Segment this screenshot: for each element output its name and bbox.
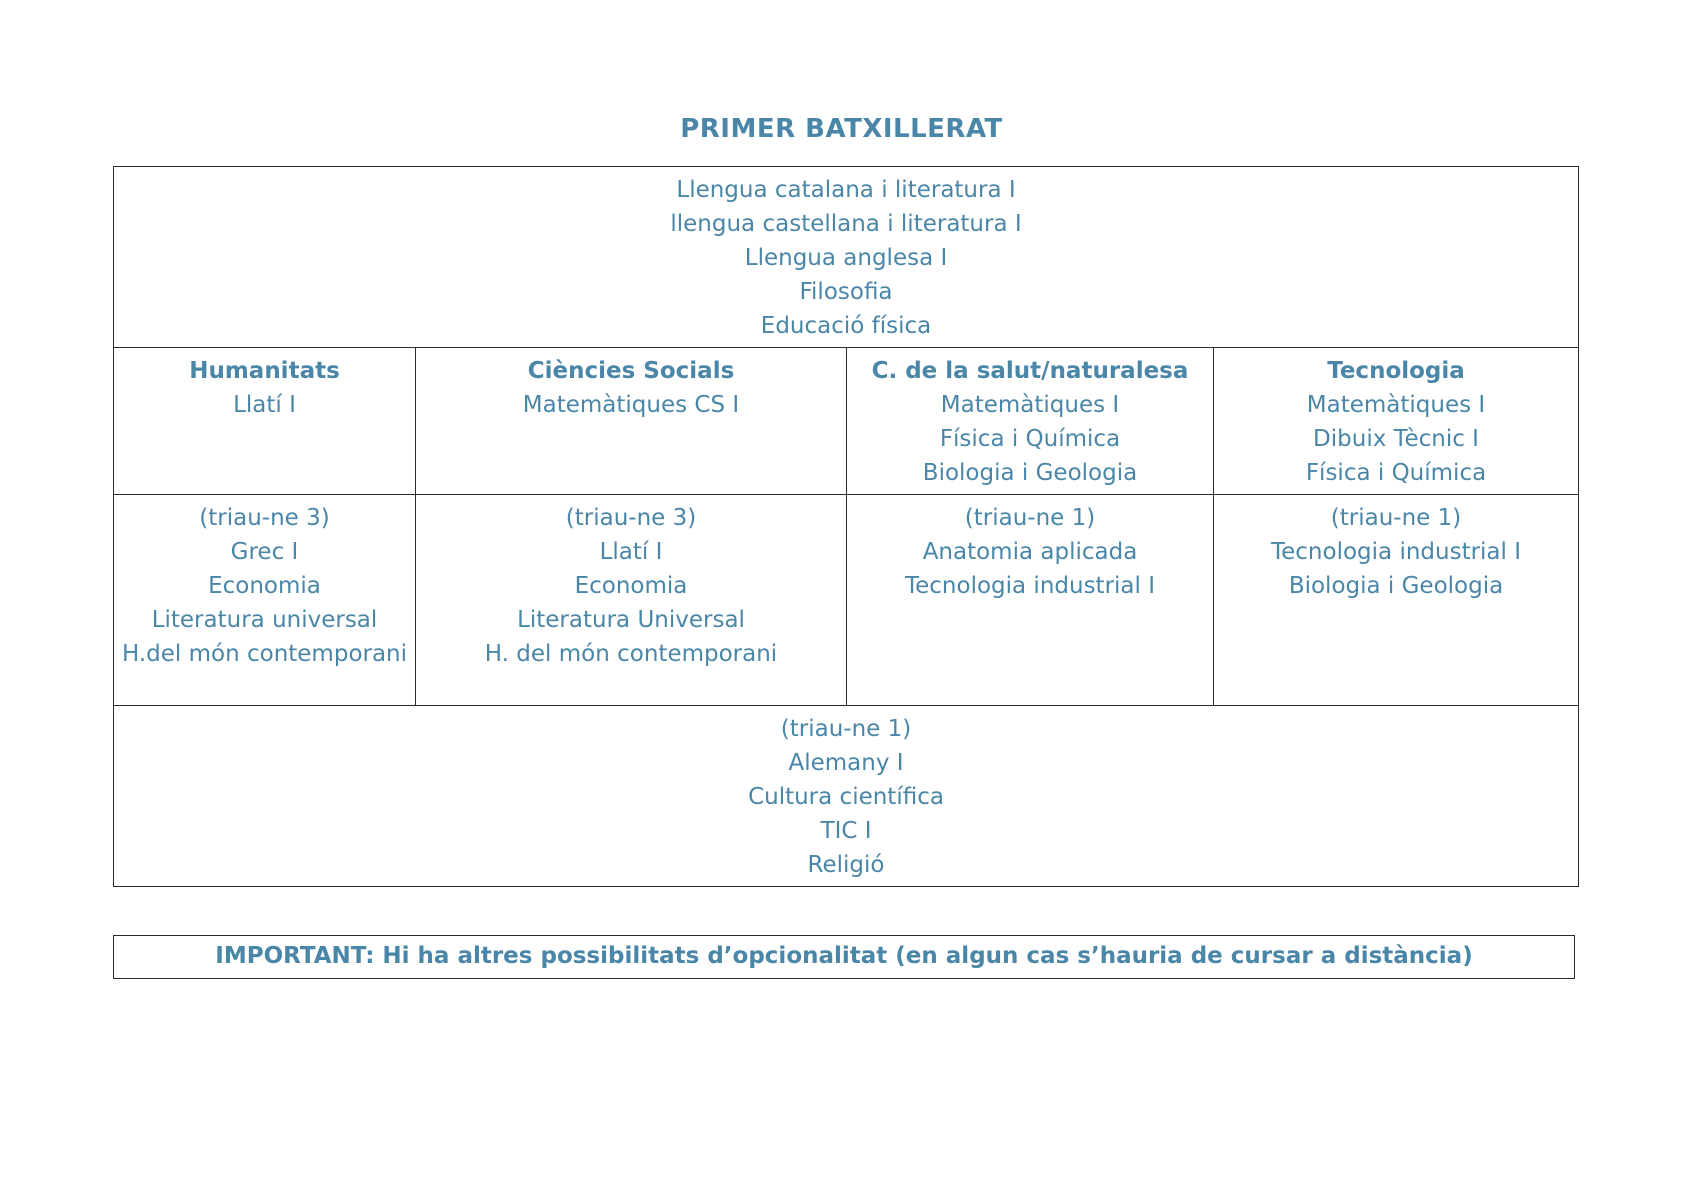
option-subject: Anatomia aplicada bbox=[922, 539, 1138, 565]
option-subject: H.del món contemporani bbox=[121, 641, 408, 667]
choose-instruction: (triau-ne 1) bbox=[964, 505, 1096, 531]
core-subject: Llengua catalana i literatura I bbox=[676, 177, 1016, 203]
track-subject: Matemàtiques CS I bbox=[522, 392, 740, 418]
track-subject: Biologia i Geologia bbox=[922, 460, 1138, 486]
track-subject: Física i Química bbox=[939, 426, 1121, 452]
choose-instruction: (triau-ne 1) bbox=[1330, 505, 1462, 531]
track-subject: Dibuix Tècnic I bbox=[1313, 426, 1479, 452]
core-subject: Educació física bbox=[760, 313, 932, 339]
track-humanitats-options-cell bbox=[114, 495, 416, 706]
track-ciencies-socials-options-cell bbox=[416, 495, 847, 706]
choose-instruction: (triau-ne 1) bbox=[780, 716, 912, 742]
track-heading: Ciències Socials bbox=[527, 358, 735, 384]
track-subject: Matemàtiques I bbox=[940, 392, 1120, 418]
option-subject: TIC I bbox=[820, 818, 872, 844]
core-subject: Llengua anglesa I bbox=[744, 245, 948, 271]
choose-instruction: (triau-ne 3) bbox=[565, 505, 697, 531]
common-options-cell bbox=[114, 706, 1579, 887]
page-title: PRIMER BATXILLERAT bbox=[680, 114, 1003, 144]
track-tecnologia-cell bbox=[1214, 348, 1579, 495]
track-subject: Física i Química bbox=[1305, 460, 1487, 486]
option-subject: Biologia i Geologia bbox=[1288, 573, 1504, 599]
option-subject: Grec I bbox=[230, 539, 299, 565]
track-heading: Tecnologia bbox=[1327, 358, 1465, 384]
core-subject: Filosofia bbox=[799, 279, 893, 305]
track-humanitats-cell bbox=[114, 348, 416, 495]
track-ciencies-socials-cell bbox=[416, 348, 847, 495]
track-tecnologia-options-cell bbox=[1214, 495, 1579, 706]
choose-instruction: (triau-ne 3) bbox=[199, 505, 330, 531]
track-subject: Matemàtiques I bbox=[1306, 392, 1486, 418]
track-salut-naturalesa-cell bbox=[847, 348, 1214, 495]
option-subject: Tecnologia industrial I bbox=[904, 573, 1155, 599]
track-salut-naturalesa-options-cell bbox=[847, 495, 1214, 706]
track-heading: Humanitats bbox=[189, 358, 340, 384]
option-subject: Llatí I bbox=[599, 539, 663, 565]
important-note: IMPORTANT: Hi ha altres possibilitats d’opcionalitat (en algun cas s’hauria de cursar a distància) bbox=[113, 935, 1575, 979]
track-heading: C. de la salut/naturalesa bbox=[871, 358, 1189, 384]
option-subject: H. del món contemporani bbox=[484, 641, 778, 667]
track-subject: Llatí I bbox=[233, 392, 296, 418]
option-subject: Economia bbox=[208, 573, 321, 599]
option-subject: Literatura Universal bbox=[517, 607, 745, 633]
option-subject: Religió bbox=[807, 852, 885, 878]
option-subject: Alemany I bbox=[788, 750, 904, 776]
core-subjects-cell bbox=[114, 167, 1579, 348]
core-subject: llengua castellana i literatura I bbox=[670, 211, 1022, 237]
subjects-table bbox=[113, 166, 1579, 887]
option-subject: Cultura científica bbox=[748, 784, 944, 810]
option-subject: Economia bbox=[574, 573, 688, 599]
option-subject: Tecnologia industrial I bbox=[1271, 539, 1522, 565]
option-subject: Literatura universal bbox=[151, 607, 378, 633]
